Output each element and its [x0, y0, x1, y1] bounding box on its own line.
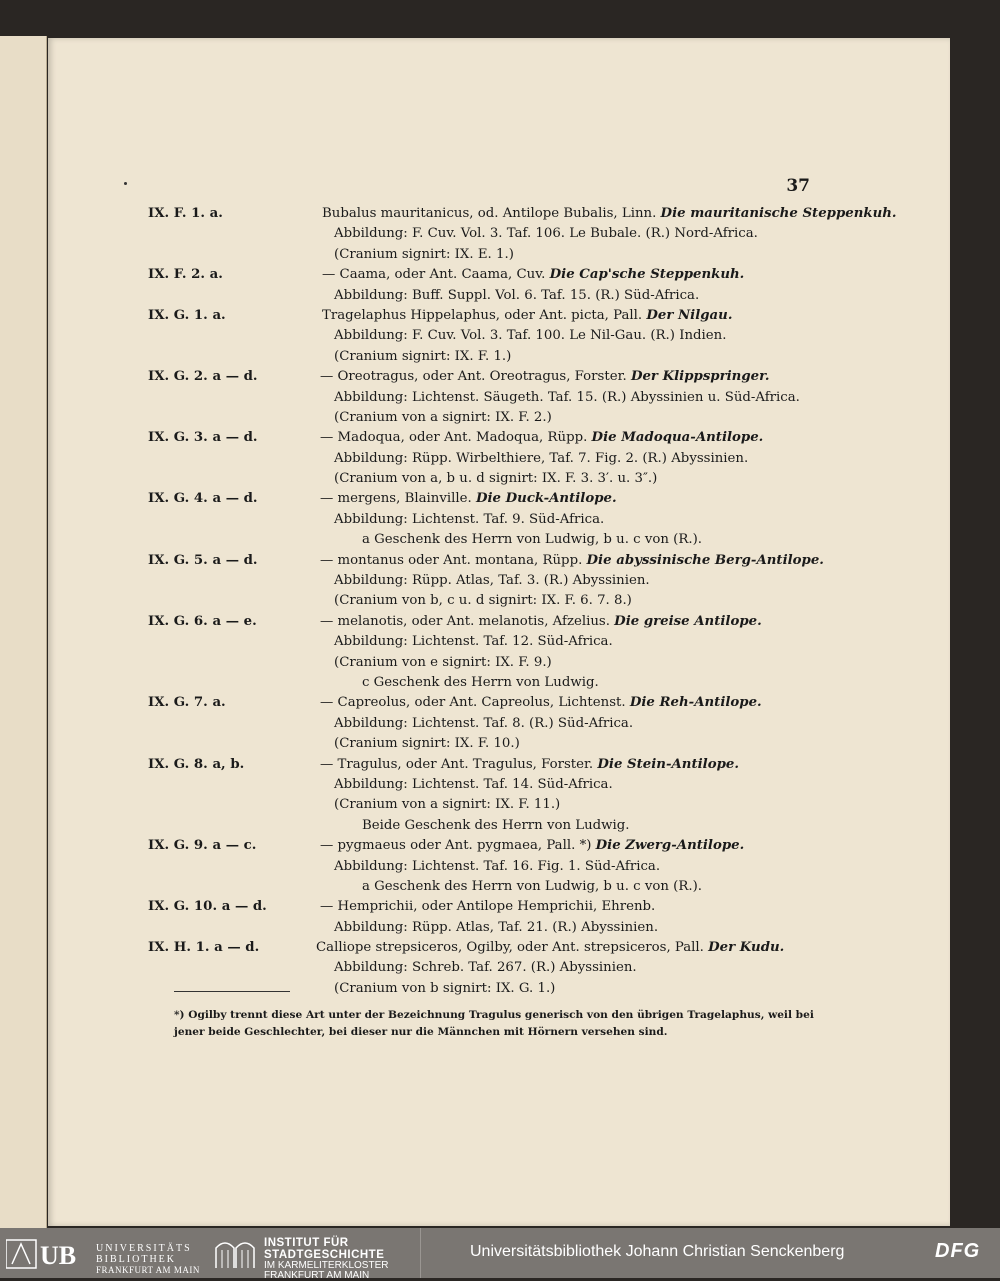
entry-line [148, 347, 848, 367]
entry-line [148, 245, 848, 265]
isg-logo-icon[interactable] [214, 1236, 258, 1270]
species-name: — pygmaeus oder Ant. pygmaea, Pall. *) [320, 838, 596, 854]
entry-line [148, 775, 848, 795]
catalog-reference: IX. G. 1. a. [148, 307, 226, 323]
species-heading [320, 897, 655, 917]
entry-detail: (Cranium von a signirt: IX. F. 11.) [334, 797, 561, 813]
isg-line-4: FRANKFURT AM MAIN [264, 1270, 370, 1281]
library-name[interactable]: Universitätsbibliothek Johann Christian Senckenberg [470, 1243, 845, 1260]
species-heading [316, 938, 784, 958]
entry-line [148, 673, 848, 693]
entry-detail: (Cranium signirt: IX. E. 1.) [334, 246, 514, 262]
entry-line [148, 918, 848, 938]
entry-detail: (Cranium von a signirt: IX. F. 2.) [334, 409, 552, 425]
entry-detail: Abbildung: Lichtenst. Taf. 12. Süd-Africa. [334, 634, 613, 650]
common-name: Der Kudu. [708, 940, 785, 956]
entry-line [148, 734, 848, 754]
catalog-reference: IX. G. 5. a — d. [148, 552, 258, 568]
common-name: Die Reh-Antilope. [629, 695, 762, 711]
left-page-edge [0, 36, 47, 1228]
entry-line [148, 795, 848, 815]
common-name: Der Klippspringer. [630, 369, 770, 385]
ub-line-2: BIBLIOTHEK [96, 1253, 176, 1265]
entry-detail: Abbildung: Rüpp. Atlas, Taf. 3. (R.) Abyssinien. [334, 573, 650, 589]
entry-detail: (Cranium von a, b u. d signirt: IX. F. 3. 3′. u. 3″.) [334, 471, 658, 487]
entry-line [148, 388, 848, 408]
entry-detail: Abbildung: Schreb. Taf. 267. (R.) Abyssinien. [334, 960, 637, 976]
isg-line-1: INSTITUT FÜR [264, 1237, 349, 1249]
catalog-reference: IX. G. 4. a — d. [148, 491, 258, 507]
common-name: Die Zwerg-Antilope. [595, 838, 745, 854]
species-heading [320, 428, 763, 448]
entry-detail: Abbildung: Buff. Suppl. Vol. 6. Taf. 15. (R.) Süd-Africa. [334, 287, 700, 303]
catalog-reference: IX. H. 1. a — d. [148, 940, 260, 956]
entry-line [148, 857, 848, 877]
donation-note: Beide Geschenk des Herrn von Ludwig. [362, 817, 630, 833]
ub-mark: UB [40, 1241, 77, 1270]
catalog-reference: IX. G. 2. a — d. [148, 369, 258, 385]
entry-detail: Abbildung: F. Cuv. Vol. 3. Taf. 106. Le Bubale. (R.) Nord-Africa. [334, 226, 758, 242]
species-name: Bubalus mauritanicus, od. Antilope Bubalis, Linn. [322, 206, 661, 221]
entry-detail: Abbildung: Lichtenst. Taf. 16. Fig. 1. Süd-Africa. [334, 858, 661, 874]
entry-line [148, 530, 848, 550]
catalog-reference: IX. F. 2. a. [148, 267, 223, 283]
catalog-reference: IX. F. 1. a. [148, 206, 223, 221]
dfg-logo[interactable]: DFG [935, 1240, 981, 1262]
ub-name [96, 1244, 200, 1276]
entry-line [148, 979, 848, 999]
donation-note: c Geschenk des Herrn von Ludwig. [362, 674, 599, 690]
species-name: — Tragulus, oder Ant. Tragulus, Forster. [320, 756, 598, 772]
entry-line [148, 836, 848, 856]
species-name: — Oreotragus, oder Ant. Oreotragus, Forster. [320, 369, 631, 385]
entry-line [148, 877, 848, 897]
entry-line [148, 265, 848, 285]
entry-detail: (Cranium von b signirt: IX. G. 1.) [334, 980, 556, 996]
species-heading [322, 306, 732, 326]
entry-line [148, 286, 848, 306]
page-number: 37 [786, 176, 810, 196]
common-name: Die mauritanische Steppenkuh. [660, 206, 897, 221]
isg-name [264, 1238, 388, 1281]
catalog-reference: IX. G. 8. a, b. [148, 756, 245, 772]
donation-note: a Geschenk des Herrn von Ludwig, b u. c von (R.). [362, 532, 702, 548]
catalog-reference: IX. G. 6. a — e. [148, 613, 257, 629]
species-name: — Caama, oder Ant. Caama, Cuv. [322, 267, 550, 283]
footnote: *) Ogilby trennt diese Art unter der Bezeichnung Tragulus generisch von den übrigen Tragelaphus, weil bei jener beide Geschlechter, bei dieser nur die Männchen mit Hörnern versehen sind. [174, 1009, 814, 1038]
species-name: — Madoqua, oder Ant. Madoqua, Rüpp. [320, 430, 592, 446]
entry-line [148, 326, 848, 346]
entry-line [148, 510, 848, 530]
entry-line [148, 408, 848, 428]
catalog-reference: IX. G. 3. a — d. [148, 430, 258, 446]
ub-line-1: UNIVERSITÄTS [96, 1243, 192, 1254]
species-heading [320, 755, 739, 775]
entry-line [148, 938, 848, 958]
entry-detail: (Cranium signirt: IX. F. 10.) [334, 736, 520, 752]
footer-bar [0, 1228, 1000, 1281]
entry-line [148, 958, 848, 978]
footer-divider [420, 1228, 421, 1278]
common-name: Die greise Antilope. [614, 613, 762, 629]
entry-detail: Abbildung: Lichtenst. Taf. 8. (R.) Süd-Africa. [334, 715, 634, 731]
species-heading [320, 693, 762, 713]
entry-detail: Abbildung: Lichtenst. Taf. 9. Süd-Africa. [334, 511, 605, 527]
entry-line [148, 469, 848, 489]
entry-line [148, 897, 848, 917]
species-name: Tragelaphus Hippelaphus, oder Ant. picta, Pall. [322, 307, 647, 323]
common-name: Der Nilgau. [646, 307, 733, 323]
species-name: Calliope strepsiceros, Ogilby, oder Ant. strepsiceros, Pall. [316, 940, 709, 956]
common-name: Die Madoqua-Antilope. [591, 430, 764, 446]
species-heading [320, 489, 617, 509]
entry-line [148, 591, 848, 611]
entry-line [148, 571, 848, 591]
entry-detail: Abbildung: Rüpp. Atlas, Taf. 21. (R.) Abyssinien. [334, 919, 659, 935]
entry-detail: Abbildung: Lichtenst. Taf. 14. Süd-Africa. [334, 776, 613, 792]
entry-line [148, 204, 897, 224]
common-name: Die Duck-Antilope. [475, 491, 617, 507]
catalog-reference: IX. G. 9. a — c. [148, 838, 257, 854]
entry-detail: (Cranium von e signirt: IX. F. 9.) [334, 654, 552, 670]
entry-detail: (Cranium von b, c u. d signirt: IX. F. 6. 7. 8.) [334, 593, 632, 609]
entry-line [148, 551, 848, 571]
footnote-rule [174, 991, 290, 992]
entry-line [148, 489, 848, 509]
entry-line [148, 306, 848, 326]
entry-line [148, 612, 848, 632]
entry-line [148, 428, 848, 448]
species-heading [320, 836, 744, 856]
entry-line [148, 693, 848, 713]
entry-line [148, 449, 848, 469]
catalog-reference: IX. G. 7. a. [148, 695, 226, 711]
entry-line [148, 816, 848, 836]
catalog-reference: IX. G. 10. a — d. [148, 899, 267, 915]
isg-line-3: IM KARMELITERKLOSTER [264, 1260, 389, 1271]
species-heading [322, 265, 744, 285]
species-heading [320, 367, 770, 387]
entry-line [148, 653, 848, 673]
species-name: — mergens, Blainville. [320, 491, 476, 507]
isg-line-2: STADTGESCHICHTE [264, 1248, 385, 1261]
species-name: — Hemprichii, oder Antilope Hemprichii, Ehrenb. [320, 899, 656, 915]
page-speck [124, 182, 127, 185]
entry-detail: (Cranium signirt: IX. F. 1.) [334, 348, 512, 364]
common-name: Die abyssinische Berg-Antilope. [586, 552, 824, 568]
species-name: — melanotis, oder Ant. melanotis, Afzelius. [320, 613, 615, 629]
entry-detail: Abbildung: F. Cuv. Vol. 3. Taf. 100. Le Nil-Gau. (R.) Indien. [334, 328, 727, 344]
species-heading [322, 204, 897, 224]
common-name: Die Stein-Antilope. [597, 756, 739, 772]
donation-note: a Geschenk des Herrn von Ludwig, b u. c von (R.). [362, 878, 702, 894]
common-name: Die Cap'sche Steppenkuh. [549, 267, 745, 283]
entry-detail: Abbildung: Lichtenst. Säugeth. Taf. 15. (R.) Abyssinien u. Süd-Africa. [334, 389, 800, 405]
document-page [48, 38, 950, 1226]
entry-line [148, 224, 848, 244]
species-name: — Capreolus, oder Ant. Capreolus, Lichtenst. [320, 695, 630, 711]
entry-line [148, 632, 848, 652]
entry-line [148, 367, 848, 387]
species-heading [320, 551, 824, 571]
entry-line [148, 714, 848, 734]
entry-line [148, 755, 848, 775]
entry-detail: Abbildung: Rüpp. Wirbelthiere, Taf. 7. Fig. 2. (R.) Abyssinien. [334, 450, 749, 466]
species-name: — montanus oder Ant. montana, Rüpp. [320, 552, 587, 568]
ub-logo-icon[interactable] [6, 1238, 90, 1270]
ub-line-3: FRANKFURT AM MAIN [96, 1265, 200, 1275]
catalog-entries [148, 204, 897, 999]
species-heading [320, 612, 762, 632]
